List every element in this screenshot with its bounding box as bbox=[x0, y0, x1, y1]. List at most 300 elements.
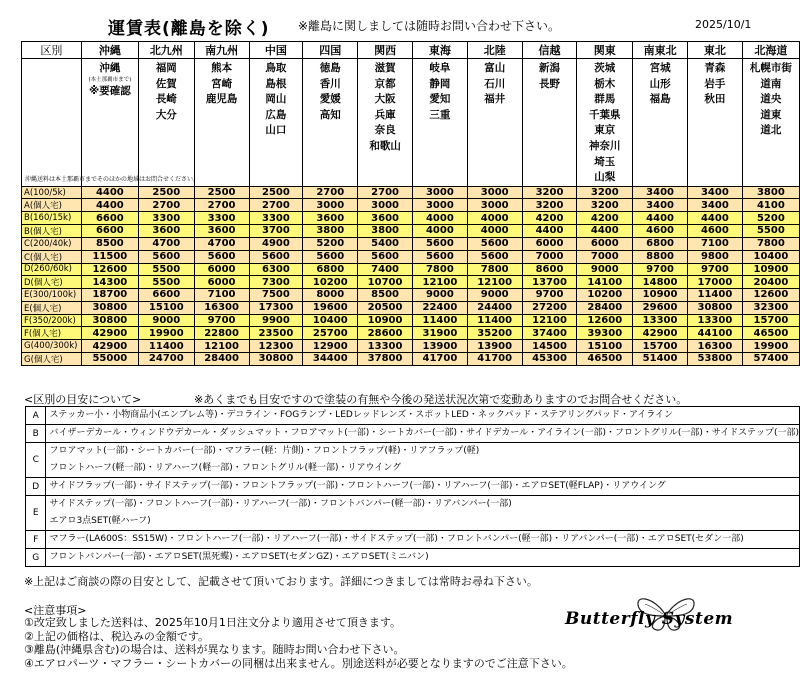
rate-cell: 5500 bbox=[138, 263, 194, 276]
rate-cell: 2700 bbox=[358, 186, 413, 199]
rate-cell: 7100 bbox=[194, 289, 249, 302]
rate-row-label: B(160/15k) bbox=[22, 212, 82, 225]
rate-cell: 7800 bbox=[467, 263, 522, 276]
area-name: 山口 bbox=[265, 124, 287, 137]
guide-key: E bbox=[26, 496, 46, 531]
area-name: 鳥取 bbox=[265, 62, 287, 74]
region-header: 東海 bbox=[412, 42, 467, 59]
guide-line: フロントバンパー(一部)・エアロSET(黒死蝶)・エアロSET(セダンGZ)・エアロSET(ミニバン) bbox=[49, 552, 429, 562]
guide-row bbox=[26, 531, 800, 549]
rate-cell: 24400 bbox=[467, 301, 522, 314]
rate-cell: 5500 bbox=[138, 276, 194, 289]
area-name: 香川 bbox=[319, 77, 341, 90]
area-cell bbox=[687, 59, 742, 187]
rate-cell: 9800 bbox=[687, 250, 742, 263]
caution-item: ③離島(沖縄県含む)の場合は、送料が異なります。随時お問い合わせ下さい。 bbox=[24, 643, 405, 656]
rate-row bbox=[22, 199, 800, 212]
area-cell bbox=[358, 59, 413, 187]
rate-cell: 7400 bbox=[358, 263, 413, 276]
rate-cell: 25700 bbox=[303, 327, 358, 340]
guide-key: B bbox=[26, 425, 46, 443]
rate-row-label: G(個人宅) bbox=[22, 352, 82, 365]
rate-cell: 11400 bbox=[138, 340, 194, 353]
shipping-rate-table bbox=[21, 41, 800, 366]
rate-cell: 20500 bbox=[358, 301, 413, 314]
rate-cell: 2700 bbox=[194, 199, 249, 212]
area-name: 熊本 bbox=[211, 62, 233, 74]
area-name: 愛媛 bbox=[319, 93, 341, 106]
rate-cell: 30800 bbox=[249, 352, 303, 365]
rate-row bbox=[22, 276, 800, 289]
rate-cell: 42900 bbox=[81, 327, 138, 340]
rate-cell: 16300 bbox=[194, 301, 249, 314]
region-header: 中国 bbox=[249, 42, 303, 59]
rate-row bbox=[22, 301, 800, 314]
area-name: 宮城 bbox=[649, 62, 671, 74]
rate-cell: 27200 bbox=[522, 301, 577, 314]
rate-cell: 10400 bbox=[742, 250, 799, 263]
category-guide-table bbox=[25, 406, 800, 567]
rate-cell: 3600 bbox=[358, 212, 413, 225]
area-name: 福井 bbox=[484, 93, 506, 106]
rate-cell: 4000 bbox=[412, 224, 467, 237]
rate-cell: 9000 bbox=[138, 314, 194, 327]
region-header: 北陸 bbox=[467, 42, 522, 59]
rate-cell: 3400 bbox=[633, 186, 688, 199]
guide-line: サイドフラップ(一部)・サイドステップ(一部)・フロントフラップ(一部)・フロントハーフ(一部)・リアハーフ(一部)・エアロSET(軽FLAP)・リアウイング bbox=[49, 481, 666, 491]
rate-cell: 3600 bbox=[194, 224, 249, 237]
rate-cell: 4400 bbox=[577, 224, 633, 237]
rate-cell: 3800 bbox=[742, 186, 799, 199]
rate-cell: 5400 bbox=[358, 237, 413, 250]
area-cell bbox=[412, 59, 467, 187]
rate-cell: 31900 bbox=[412, 327, 467, 340]
area-cell bbox=[467, 59, 522, 187]
rate-cell: 13900 bbox=[412, 340, 467, 353]
rate-cell: 7000 bbox=[577, 250, 633, 263]
rate-cell: 14500 bbox=[522, 340, 577, 353]
rate-cell: 18700 bbox=[81, 289, 138, 302]
rate-cell: 12300 bbox=[249, 340, 303, 353]
rate-row bbox=[22, 289, 800, 302]
rate-cell: 41700 bbox=[412, 352, 467, 365]
rate-cell: 13900 bbox=[467, 340, 522, 353]
rate-cell: 5600 bbox=[249, 250, 303, 263]
rate-cell: 4400 bbox=[633, 212, 688, 225]
area-name: 山形 bbox=[649, 77, 671, 90]
rate-cell: 15700 bbox=[742, 314, 799, 327]
guide-line: バイザーデカール・ウィンドウデカール・ダッシュマット・フロアマット(一部)・シートカバー(一部)・サイドデカール・アイライン(一部)・フロントグリル(一部)・サイドステップ(一部) bbox=[49, 428, 799, 438]
caution-item: ②上記の価格は、税込みの金額です。 bbox=[24, 629, 209, 643]
area-name: 滋賀 bbox=[374, 62, 396, 74]
rate-cell: 32300 bbox=[742, 301, 799, 314]
rate-cell: 30800 bbox=[81, 301, 138, 314]
guide-row bbox=[26, 478, 800, 496]
rate-cell: 17300 bbox=[249, 301, 303, 314]
rate-cell: 15100 bbox=[138, 301, 194, 314]
rate-cell: 3200 bbox=[522, 186, 577, 199]
rate-cell: 10400 bbox=[303, 314, 358, 327]
rate-cell: 5200 bbox=[303, 237, 358, 250]
area-name: 奈良 bbox=[374, 124, 396, 137]
rate-cell: 17000 bbox=[687, 276, 742, 289]
region-header: 南東北 bbox=[633, 42, 688, 59]
rate-row-label: A(100/5k) bbox=[22, 186, 82, 199]
rate-cell: 8000 bbox=[303, 289, 358, 302]
rate-cell: 51400 bbox=[633, 352, 688, 365]
rate-cell: 5200 bbox=[742, 212, 799, 225]
logo-text: Butterfly System bbox=[565, 609, 734, 629]
area-name: 長崎 bbox=[155, 93, 177, 106]
region-header: 北海道 bbox=[742, 42, 799, 59]
rate-cell: 8800 bbox=[633, 250, 688, 263]
footnote: ※上記はご商談の際の目安として、記載させて頂いております。詳細につきましては常時お尋ね下さい。 bbox=[24, 575, 538, 588]
rate-cell: 14100 bbox=[577, 276, 633, 289]
rate-cell: 12100 bbox=[522, 314, 577, 327]
rate-cell: 34400 bbox=[303, 352, 358, 365]
rate-row bbox=[22, 340, 800, 353]
area-name: 茨城 bbox=[594, 62, 616, 74]
rate-cell: 12600 bbox=[577, 314, 633, 327]
rate-cell: 13300 bbox=[358, 340, 413, 353]
caution-list bbox=[24, 616, 573, 670]
rate-cell: 10700 bbox=[358, 276, 413, 289]
rate-cell: 2700 bbox=[249, 199, 303, 212]
rate-cell: 30800 bbox=[687, 301, 742, 314]
rate-cell: 3800 bbox=[303, 224, 358, 237]
area-name: 三重 bbox=[429, 108, 451, 121]
rate-cell: 15700 bbox=[633, 340, 688, 353]
rate-cell: 37400 bbox=[522, 327, 577, 340]
rate-cell: 2500 bbox=[249, 186, 303, 199]
rate-cell: 4000 bbox=[467, 224, 522, 237]
area-cell bbox=[577, 59, 633, 187]
region-header: 南九州 bbox=[194, 42, 249, 59]
area-name: 山梨 bbox=[594, 171, 616, 184]
guide-description bbox=[46, 496, 800, 531]
area-cell bbox=[81, 59, 138, 187]
guide-line: フロントハーフ(軽一部)・リアハーフ(軽一部)・フロントグリル(軽一部)・リアウイング bbox=[49, 463, 402, 473]
area-name: 秋田 bbox=[704, 93, 726, 106]
rate-cell: 11500 bbox=[81, 250, 138, 263]
rate-cell: 24700 bbox=[138, 352, 194, 365]
rate-cell: 9900 bbox=[249, 314, 303, 327]
guide-line: エアロ3点SET(軽ハーフ) bbox=[49, 516, 151, 526]
rate-cell: 55000 bbox=[81, 352, 138, 365]
rate-cell: 2500 bbox=[138, 186, 194, 199]
area-name: 長野 bbox=[539, 77, 561, 90]
rate-cell: 3000 bbox=[467, 199, 522, 212]
guide-note: ※あくまでも目安ですので塗装の有無や今後の発送状況次第で変動ありますのでお問合せください。 bbox=[194, 393, 688, 406]
guide-description bbox=[46, 443, 800, 478]
region-header: 関東 bbox=[577, 42, 633, 59]
rate-cell: 12900 bbox=[303, 340, 358, 353]
rate-cell: 6000 bbox=[194, 263, 249, 276]
rate-row-label: A(個人宅) bbox=[22, 199, 82, 212]
rate-cell: 5600 bbox=[138, 250, 194, 263]
rate-cell: 3300 bbox=[138, 212, 194, 225]
rate-cell: 22800 bbox=[194, 327, 249, 340]
rate-cell: 28400 bbox=[194, 352, 249, 365]
rate-cell: 3000 bbox=[358, 199, 413, 212]
rate-row-label: B(個人宅) bbox=[22, 224, 82, 237]
rate-cell: 28600 bbox=[358, 327, 413, 340]
area-name: 富山 bbox=[484, 62, 506, 74]
rate-cell: 7000 bbox=[522, 250, 577, 263]
rate-cell: 10900 bbox=[358, 314, 413, 327]
caution-item: ④エアロパーツ・マフラー・シートカバーの同梱は出来ません。別途送料が必要となりますのでご注意下さい。 bbox=[24, 656, 573, 670]
rate-cell: 11400 bbox=[467, 314, 522, 327]
rate-cell: 23500 bbox=[249, 327, 303, 340]
region-header: 北九州 bbox=[138, 42, 194, 59]
island-note: ※離島に関しましては随時お問い合わせ下さい。 bbox=[298, 19, 561, 33]
rate-cell: 3600 bbox=[303, 212, 358, 225]
area-name: 沖縄 bbox=[99, 62, 121, 74]
guide-description bbox=[46, 425, 800, 443]
rate-cell: 6000 bbox=[194, 276, 249, 289]
rate-cell: 7100 bbox=[687, 237, 742, 250]
rate-row-label: G(400/300k) bbox=[22, 340, 82, 353]
area-name: 大分 bbox=[155, 108, 177, 121]
rate-cell: 3800 bbox=[358, 224, 413, 237]
region-header: 東北 bbox=[687, 42, 742, 59]
rate-cell: 3300 bbox=[194, 212, 249, 225]
rate-cell: 4900 bbox=[249, 237, 303, 250]
rate-cell: 4000 bbox=[412, 212, 467, 225]
rate-cell: 19900 bbox=[138, 327, 194, 340]
rate-cell: 3600 bbox=[138, 224, 194, 237]
rate-cell: 8500 bbox=[358, 289, 413, 302]
rate-cell: 8600 bbox=[522, 263, 577, 276]
rate-cell: 3200 bbox=[522, 199, 577, 212]
rate-row-label: F(350/200k) bbox=[22, 314, 82, 327]
rate-cell: 19900 bbox=[742, 340, 799, 353]
rate-cell: 11400 bbox=[687, 289, 742, 302]
rate-cell: 57400 bbox=[742, 352, 799, 365]
region-header: 沖縄 bbox=[81, 42, 138, 59]
rate-cell: 12600 bbox=[742, 289, 799, 302]
rate-cell: 4400 bbox=[687, 212, 742, 225]
rate-cell: 35200 bbox=[467, 327, 522, 340]
rate-cell: 6000 bbox=[577, 237, 633, 250]
rate-cell: 6800 bbox=[303, 263, 358, 276]
area-cell bbox=[633, 59, 688, 187]
area-cell bbox=[138, 59, 194, 187]
guide-key: A bbox=[26, 407, 46, 425]
rate-row bbox=[22, 212, 800, 225]
area-name: 岐阜 bbox=[429, 62, 451, 74]
area-name: 道南 bbox=[760, 77, 782, 90]
rate-cell: 4600 bbox=[633, 224, 688, 237]
area-name: 福島 bbox=[649, 93, 671, 106]
rate-cell: 5600 bbox=[467, 250, 522, 263]
effective-date: 2025/10/1 bbox=[695, 18, 752, 31]
rate-cell: 13300 bbox=[687, 314, 742, 327]
area-name: 京都 bbox=[374, 77, 396, 90]
rate-cell: 2700 bbox=[303, 186, 358, 199]
rate-cell: 37800 bbox=[358, 352, 413, 365]
caution-item: ①改定致しました送料は、2025年10月1日注文分より適用させて頂きます。 bbox=[24, 616, 401, 629]
rate-cell: 42900 bbox=[81, 340, 138, 353]
rate-cell: 2500 bbox=[194, 186, 249, 199]
rate-cell: 6600 bbox=[81, 212, 138, 225]
guide-description bbox=[46, 531, 800, 549]
rate-cell: 7800 bbox=[412, 263, 467, 276]
page-header bbox=[0, 14, 800, 39]
rate-row bbox=[22, 314, 800, 327]
area-cell bbox=[249, 59, 303, 187]
area-row bbox=[22, 59, 800, 187]
rate-cell: 15100 bbox=[577, 340, 633, 353]
rate-cell: 3200 bbox=[577, 199, 633, 212]
rate-cell: 4400 bbox=[522, 224, 577, 237]
guide-line: マフラー(LA600S：SS15W)・フロントハーフ(一部)・リアハーフ(一部)・サイドステップ(一部)・フロントバンパー(軽一部)・リアバンパー(一部)・エアロSET(セダン一部) bbox=[49, 534, 744, 544]
area-name: 群馬 bbox=[594, 93, 616, 106]
guide-row bbox=[26, 425, 800, 443]
rate-cell: 3400 bbox=[687, 199, 742, 212]
area-name: 神奈川 bbox=[589, 139, 621, 152]
rate-cell: 39300 bbox=[577, 327, 633, 340]
rate-cell: 9700 bbox=[522, 289, 577, 302]
rate-cell: 3400 bbox=[633, 199, 688, 212]
area-cell bbox=[742, 59, 799, 187]
area-small-note: (本土那覇市まで) bbox=[88, 76, 132, 83]
rate-cell: 8500 bbox=[81, 237, 138, 250]
area-name: 道央 bbox=[760, 93, 782, 106]
region-header: 四国 bbox=[303, 42, 358, 59]
area-extra-note: ※要確認 bbox=[89, 84, 131, 97]
rate-cell: 14800 bbox=[633, 276, 688, 289]
area-name: 和歌山 bbox=[369, 139, 401, 152]
guide-title: <区別の目安について> bbox=[24, 393, 142, 406]
area-name: 道東 bbox=[760, 108, 782, 121]
rate-row-label: C(個人宅) bbox=[22, 250, 82, 263]
rate-cell: 5600 bbox=[412, 237, 467, 250]
area-name: 栃木 bbox=[594, 77, 616, 90]
region-header: 関西 bbox=[358, 42, 413, 59]
rate-cell: 16300 bbox=[687, 340, 742, 353]
area-name: 岩手 bbox=[704, 77, 726, 90]
rate-row-label: E(個人宅) bbox=[22, 301, 82, 314]
rate-cell: 6600 bbox=[81, 224, 138, 237]
rate-cell: 4000 bbox=[467, 212, 522, 225]
rate-cell: 5600 bbox=[303, 250, 358, 263]
rate-cell: 5600 bbox=[358, 250, 413, 263]
rate-cell: 19600 bbox=[303, 301, 358, 314]
rate-cell: 13700 bbox=[522, 276, 577, 289]
rate-cell: 10900 bbox=[633, 289, 688, 302]
rate-row-label: D(260/60k) bbox=[22, 263, 82, 276]
caution-title: <注意事項> bbox=[24, 604, 87, 617]
area-name: 東京 bbox=[594, 124, 616, 137]
rate-cell: 10200 bbox=[303, 276, 358, 289]
area-name: 千葉県 bbox=[589, 108, 621, 121]
rate-cell: 12100 bbox=[467, 276, 522, 289]
area-name: 佐賀 bbox=[155, 77, 177, 90]
rate-cell: 46500 bbox=[577, 352, 633, 365]
rate-cell: 12100 bbox=[412, 276, 467, 289]
rate-cell: 42900 bbox=[633, 327, 688, 340]
rate-cell: 6300 bbox=[249, 263, 303, 276]
region-header: 信越 bbox=[522, 42, 577, 59]
rate-cell: 9700 bbox=[194, 314, 249, 327]
area-cell bbox=[194, 59, 249, 187]
guide-row bbox=[26, 549, 800, 567]
rate-row bbox=[22, 250, 800, 263]
guide-line: ステッカー小・小物商品小(エンブレム等)・デコライン・FOGランプ・LEDレッドレンズ・スポットLED・ネックパッド・ステアリングパッド・アイライン bbox=[49, 410, 673, 420]
rate-cell: 9700 bbox=[633, 263, 688, 276]
area-name: 静岡 bbox=[429, 77, 451, 90]
rate-cell: 10900 bbox=[742, 263, 799, 276]
area-name: 兵庫 bbox=[374, 108, 396, 121]
rate-cell: 4200 bbox=[522, 212, 577, 225]
rate-row bbox=[22, 224, 800, 237]
area-name: 青森 bbox=[704, 62, 726, 74]
area-cell bbox=[303, 59, 358, 187]
rate-row bbox=[22, 263, 800, 276]
rate-cell: 6800 bbox=[633, 237, 688, 250]
area-name: 埼玉 bbox=[594, 155, 616, 168]
rate-cell: 45300 bbox=[522, 352, 577, 365]
region-header-row bbox=[22, 42, 800, 59]
area-name: 徳島 bbox=[319, 62, 341, 74]
rate-cell: 3000 bbox=[303, 199, 358, 212]
area-name: 岡山 bbox=[265, 93, 287, 106]
rate-row bbox=[22, 237, 800, 250]
rate-cell: 3000 bbox=[467, 186, 522, 199]
rate-cell: 9000 bbox=[467, 289, 522, 302]
rate-cell: 2700 bbox=[138, 199, 194, 212]
rate-cell: 5600 bbox=[194, 250, 249, 263]
rate-cell: 4700 bbox=[138, 237, 194, 250]
guide-key: G bbox=[26, 549, 46, 567]
rate-cell: 4700 bbox=[194, 237, 249, 250]
rate-cell: 4100 bbox=[742, 199, 799, 212]
guide-key: D bbox=[26, 478, 46, 496]
rate-cell: 11400 bbox=[412, 314, 467, 327]
rate-cell: 46500 bbox=[742, 327, 799, 340]
rate-cell: 9000 bbox=[577, 263, 633, 276]
area-name: 石川 bbox=[484, 77, 506, 90]
rate-cell: 4600 bbox=[687, 224, 742, 237]
rate-cell: 41700 bbox=[467, 352, 522, 365]
area-name: 大阪 bbox=[374, 93, 396, 106]
area-name: 宮崎 bbox=[211, 77, 233, 90]
rate-cell: 22400 bbox=[412, 301, 467, 314]
area-name: 新潟 bbox=[539, 62, 561, 74]
rate-cell: 4200 bbox=[577, 212, 633, 225]
page-title: 運賃表(離島を除く) bbox=[108, 19, 270, 39]
rate-cell: 7800 bbox=[742, 237, 799, 250]
guide-row bbox=[26, 496, 800, 531]
area-name: 鹿児島 bbox=[205, 93, 238, 106]
rate-cell: 7500 bbox=[249, 289, 303, 302]
rate-cell: 29600 bbox=[633, 301, 688, 314]
rate-cell: 6600 bbox=[138, 289, 194, 302]
rate-row-label: D(個人宅) bbox=[22, 276, 82, 289]
rate-cell: 9000 bbox=[412, 289, 467, 302]
guide-row bbox=[26, 407, 800, 425]
rate-cell: 5500 bbox=[742, 224, 799, 237]
rate-cell: 3400 bbox=[687, 186, 742, 199]
guide-row bbox=[26, 443, 800, 478]
rate-cell: 4400 bbox=[81, 186, 138, 199]
rate-cell: 4400 bbox=[81, 199, 138, 212]
area-name: 札幌市街 bbox=[749, 62, 792, 74]
area-name: 島根 bbox=[265, 77, 287, 90]
rate-row bbox=[22, 352, 800, 365]
rate-row-label: E(300/100k) bbox=[22, 289, 82, 302]
